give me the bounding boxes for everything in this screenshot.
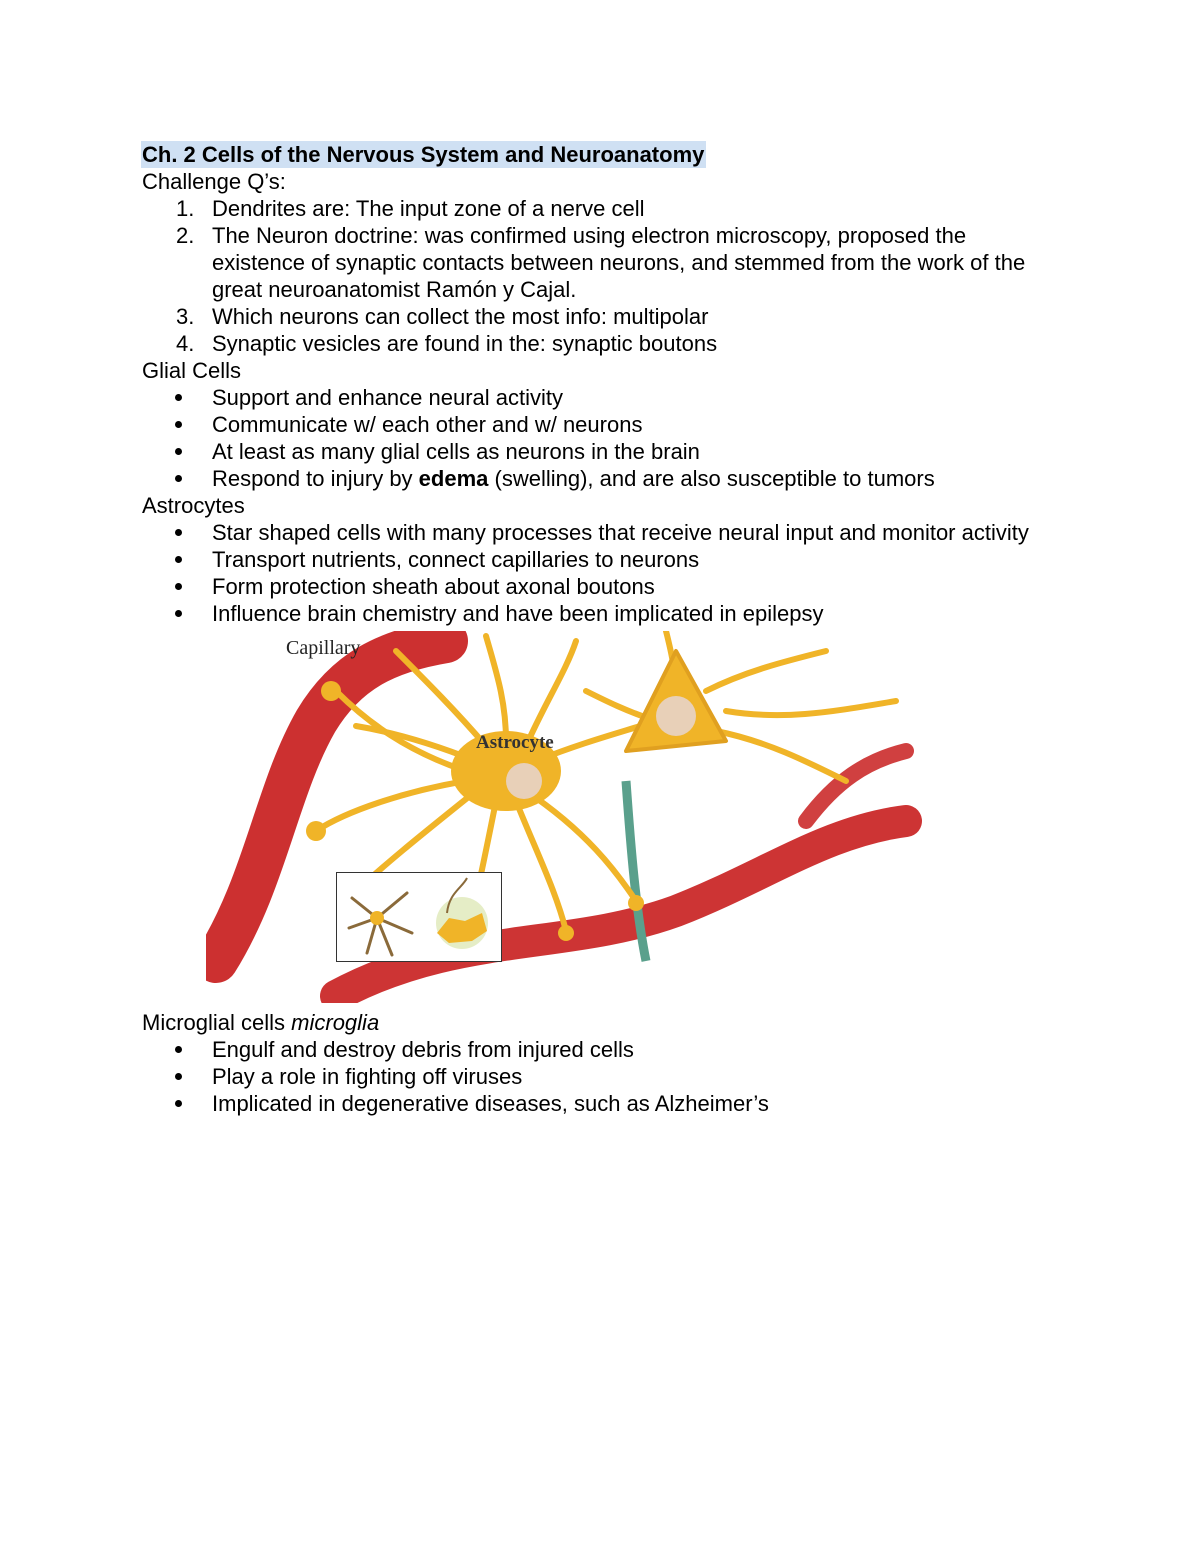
bullet-icon	[175, 556, 182, 563]
bullet-icon	[175, 421, 182, 428]
astrocytes-list	[142, 519, 1062, 627]
list-item	[142, 303, 1062, 330]
document-content	[142, 141, 1062, 1117]
microglia-inset	[336, 872, 502, 962]
astrocyte-drawing	[206, 631, 926, 1003]
list-item	[142, 411, 1062, 438]
glial-list	[142, 384, 1062, 492]
neuron-dendrites	[586, 631, 896, 781]
list-item-text: Influence brain chemistry and have been implicated in epilepsy	[212, 601, 824, 626]
list-number: 2.	[176, 223, 195, 248]
list-item	[142, 330, 1062, 357]
list-item	[142, 1036, 1062, 1063]
bullet-icon	[175, 610, 182, 617]
bullet-icon	[175, 1100, 182, 1107]
list-item-text: Synaptic vesicles are found in the: synaptic boutons	[212, 331, 718, 356]
bullet-icon	[175, 475, 182, 482]
bullet-icon	[175, 529, 182, 536]
astrocytes-heading: Astrocytes	[142, 493, 245, 518]
list-item	[142, 519, 1062, 546]
bullet-icon	[175, 448, 182, 455]
list-item	[142, 384, 1062, 411]
list-item-text: Which neurons can collect the most info: multipolar	[212, 304, 709, 329]
list-item	[142, 195, 1062, 222]
astrocyte-nucleus	[506, 763, 542, 799]
heading-text: Microglial cells	[142, 1010, 292, 1035]
list-item	[142, 465, 1062, 492]
list-item-text: Respond to injury by	[212, 466, 419, 491]
microglia-list	[142, 1036, 1062, 1117]
list-number: 3.	[176, 304, 195, 329]
list-item-text: Star shaped cells with many processes that receive neural input and monitor activity	[212, 520, 1029, 545]
list-item	[142, 573, 1062, 600]
italic-term: microglia	[291, 1010, 380, 1035]
list-item-text: Transport nutrients, connect capillaries to neurons	[212, 547, 700, 572]
list-item	[142, 1063, 1062, 1090]
list-item-text: The Neuron doctrine: was confirmed using electron microscopy, proposed the existence of synaptic contacts between neurons, and stemmed from the work of the great neuroanatomist Ramón y Cajal.	[212, 223, 1026, 302]
list-item-text: At least as many glial cells as neurons in the brain	[212, 439, 700, 464]
list-number: 1.	[176, 196, 195, 221]
microglia-drawing	[337, 873, 501, 961]
list-item-text: Communicate w/ each other and w/ neurons	[212, 412, 643, 437]
list-item-text: Implicated in degenerative diseases, such as Alzheimer’s	[212, 1091, 769, 1116]
challenge-list	[142, 195, 1062, 357]
challenge-heading: Challenge Q’s:	[142, 169, 286, 194]
bullet-icon	[175, 583, 182, 590]
list-item-text: Dendrites are: The input zone of a nerve cell	[212, 196, 645, 221]
microglia-heading	[142, 1009, 1062, 1036]
list-item	[142, 600, 1062, 627]
astrocyte-illustration	[206, 631, 926, 1003]
list-item-text: Form protection sheath about axonal boutons	[212, 574, 655, 599]
list-item	[142, 438, 1062, 465]
list-item	[142, 222, 1062, 303]
list-item-text: Engulf and destroy debris from injured cells	[212, 1037, 634, 1062]
bullet-icon	[175, 1046, 182, 1053]
bullet-icon	[175, 1073, 182, 1080]
astrocyte-label: Astrocyte	[476, 732, 554, 753]
list-item	[142, 1090, 1062, 1117]
capillary-label: Capillary	[286, 637, 361, 659]
list-item	[142, 546, 1062, 573]
list-item-text: (swelling), and are also susceptible to tumors	[488, 466, 935, 491]
neuron-nucleus	[656, 696, 696, 736]
bold-term: edema	[418, 466, 489, 491]
page-title: Ch. 2 Cells of the Nervous System and Neuroanatomy	[142, 142, 705, 167]
glial-heading: Glial Cells	[142, 358, 242, 383]
bullet-icon	[175, 394, 182, 401]
list-item-text: Play a role in fighting off viruses	[212, 1064, 523, 1089]
list-number: 4.	[176, 331, 195, 356]
list-item-text: Support and enhance neural activity	[212, 385, 564, 410]
